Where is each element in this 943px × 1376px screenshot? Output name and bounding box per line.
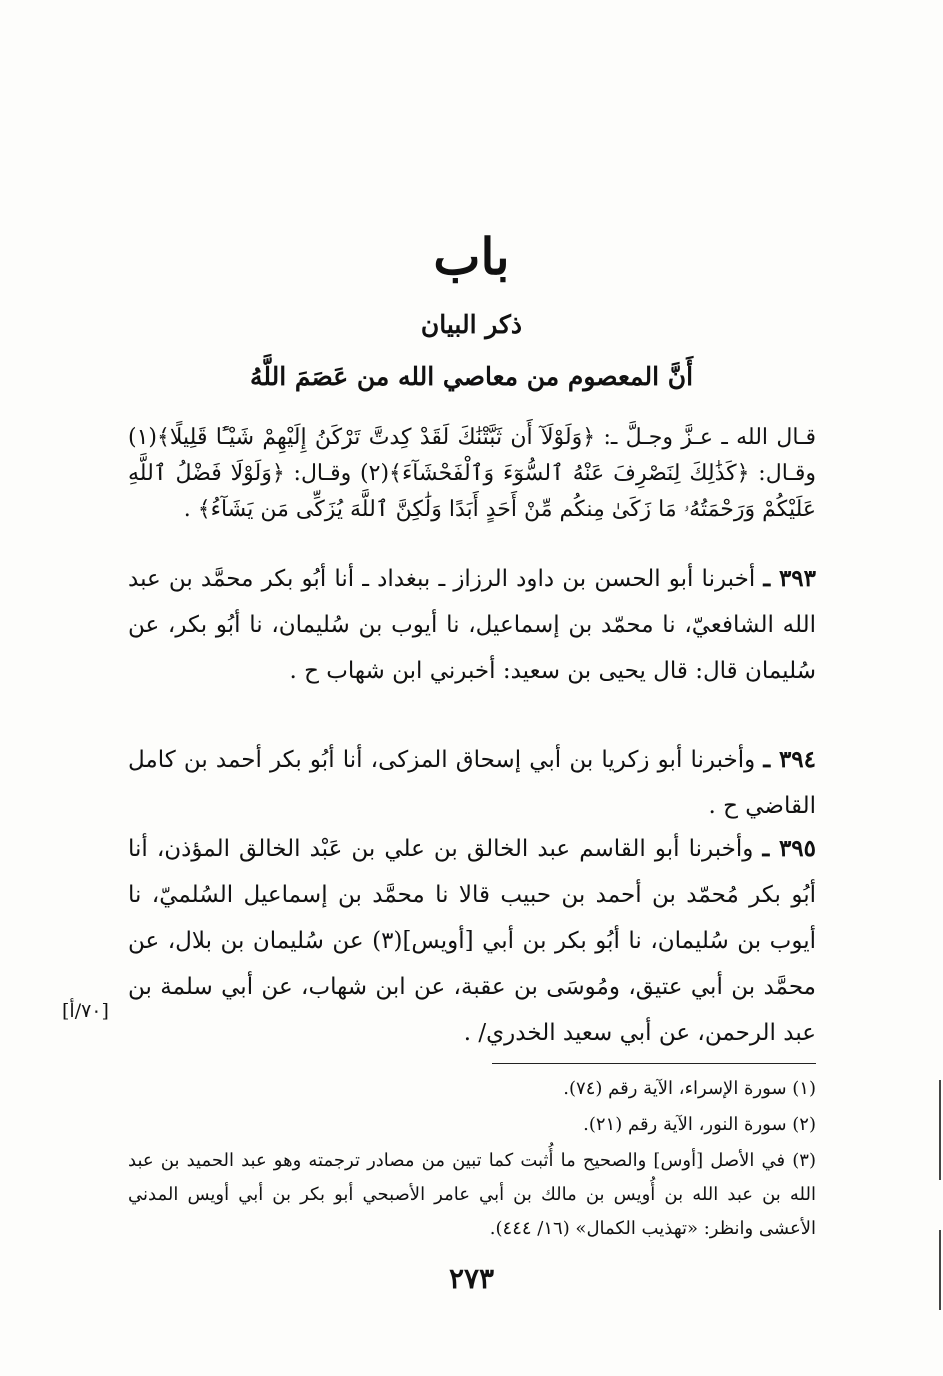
hadith-paragraph-395 xyxy=(128,826,816,1056)
footnote-3: (٣) في الأصل [أوس] والصحيح ما أُثبت كما تبين من مصادر ترجمته وهو عبد الحميد بن عبد الله بن عبد الله بن أُويس بن مالك بن أبي عامر الأصبحي أبو بكر بن أبي أويس المدني الأعشى وانظر: «تهذيب الكمال» (١٦/ ٤٤٤). xyxy=(128,1150,816,1239)
page-edge-mark xyxy=(939,1230,941,1310)
hadith-paragraph-394 xyxy=(128,737,816,829)
page-number: ٢٧٣ xyxy=(448,1262,495,1295)
hadith-text: وأخبرنا أبو القاسم عبد الخالق بن علي بن عَبْد الخالق المؤذن، أنا أبُو بكر مُحمّد بن أحمد بن حبيب قالا نا محمَّد بن إسماعيل السُلميّ، نا أيوب بن سُليمان، نا أبُو بكر بن أبي [أويس](٣) عن سُليمان بن بلال، عن محمَّد بن أبي عتيق، ومُوسَى بن عقبة، عن ابن شهاب، عن أبي سلمة بن عبد الرحمن، عن أبي سعيد الخدري/ . xyxy=(128,836,816,1046)
chapter-title: باب xyxy=(433,227,510,286)
quran-verses-paragraph: قـال الله ـ عـزَّ وجـلَّ ـ: ﴿وَلَوْلَآ أَن ثَبَّتْنَٰكَ لَقَدْ كِدتَّ تَرْكَنُ إِلَيْهِمْ شَيْـًٔا قَلِيلًا﴾(١) وقـال: ﴿كَذَٰلِكَ لِنَصْرِفَ عَنْهُ ٱلسُّوٓءَ وَٱلْفَحْشَآءَ﴾(٢) وقـال: ﴿وَلَوْلَا فَضْلُ ٱللَّهِ عَلَيْكُمْ وَرَحْمَتُهُۥ مَا زَكَىٰ مِنكُم مِّنْ أَحَدٍ أَبَدًا وَلَٰكِنَّ ٱللَّهَ يُزَكِّى مَن يَشَآءُ﴾ . xyxy=(128,425,816,522)
footnote-1: (١) سورة الإسراء، الآية رقم (٧٤). xyxy=(563,1078,816,1099)
footnote-divider xyxy=(492,1063,816,1064)
hadith-number: ٣٩٤ ـ xyxy=(763,746,817,773)
footnote-2: (٢) سورة النور، الآية رقم (٢١). xyxy=(583,1114,816,1135)
hadith-text: وأخبرنا أبو زكريا بن أبي إسحاق المزكى، أنا أبُو بكر أحمد بن كامل القاضي ح . xyxy=(128,747,816,819)
chapter-subtitle-1: ذكر البيان xyxy=(420,310,523,339)
hadith-number: ٣٩٣ ـ xyxy=(763,565,816,592)
hadith-paragraph-393 xyxy=(128,556,816,694)
manuscript-folio-reference: [٧٠/أ] xyxy=(62,1000,109,1022)
hadith-number: ٣٩٥ ـ xyxy=(762,835,817,862)
page-edge-mark xyxy=(939,1080,941,1180)
chapter-subtitle-2: أَنَّ المعصوم من معاصي الله من عَصَمَ اللَّهُ xyxy=(249,362,694,391)
hadith-text: أخبرنا أبو الحسن بن داود الرزاز ـ ببغداد ـ أنا أبُو بكر محمَّد بن عبد الله الشافعيّ، نا محمّد بن إسماعيل، نا أيوب بن سُليمان، نا أبُو بكر، عن سُليمان قال: قال يحيى بن سعيد: أخبرني ابن شهاب ح . xyxy=(128,566,816,684)
